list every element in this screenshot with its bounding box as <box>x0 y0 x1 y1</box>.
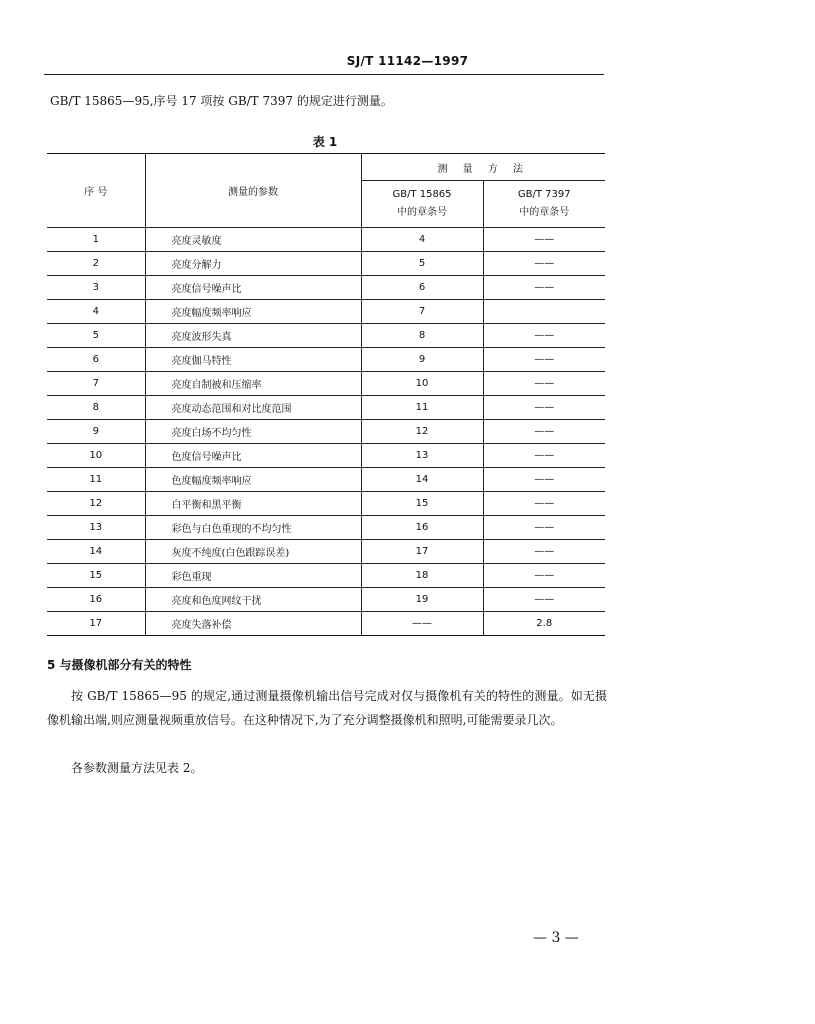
cell-param: 色度幅度频率响应 <box>145 468 361 492</box>
cell-seq: 5 <box>47 324 145 348</box>
cell-std2: —— <box>483 492 605 516</box>
std2-label: GB/T 7397 <box>517 189 571 200</box>
cell-std1: 14 <box>361 468 483 492</box>
cell-seq: 7 <box>47 372 145 396</box>
std2-sub-label: 中的章条号 <box>519 207 570 218</box>
cell-seq: 12 <box>47 492 145 516</box>
cell-param: 亮度自制被和压缩率 <box>145 372 361 396</box>
cell-seq: 17 <box>47 612 145 636</box>
col-header-param: 测量的参数 <box>145 154 361 228</box>
cell-seq: 11 <box>47 468 145 492</box>
cell-std1: 13 <box>361 444 483 468</box>
table-row <box>47 492 605 516</box>
cell-param: 亮度和色度网纹干扰 <box>145 588 361 612</box>
table-row <box>47 516 605 540</box>
col-header-std1 <box>361 181 483 228</box>
table-title: 表 1 <box>312 135 338 149</box>
col-header-method: 测 量 方 法 <box>361 154 605 181</box>
cell-std1: 15 <box>361 492 483 516</box>
table-row <box>47 348 605 372</box>
cell-std2: —— <box>483 276 605 300</box>
cell-std2 <box>483 300 605 324</box>
cell-std2: —— <box>483 564 605 588</box>
section-heading: 5 与摄像机部分有关的特性 <box>47 658 192 672</box>
cell-std2: —— <box>483 420 605 444</box>
cell-seq: 2 <box>47 252 145 276</box>
cell-std1: 11 <box>361 396 483 420</box>
cell-std2: —— <box>483 324 605 348</box>
cell-seq: 8 <box>47 396 145 420</box>
cell-std1: 16 <box>361 516 483 540</box>
page-number: — 3 — <box>533 930 579 946</box>
std1-sub-label: 中的章条号 <box>397 207 447 218</box>
cell-std2: —— <box>483 372 605 396</box>
cell-std1: 9 <box>361 348 483 372</box>
cell-seq: 13 <box>47 516 145 540</box>
cell-std2: —— <box>483 228 605 252</box>
measurement-table <box>47 153 605 636</box>
cell-std2: —— <box>483 468 605 492</box>
cell-param: 亮度白场不均匀性 <box>145 420 361 444</box>
table-row <box>47 396 605 420</box>
cell-std2: —— <box>483 396 605 420</box>
cell-std1: 4 <box>361 228 483 252</box>
cell-std2: —— <box>483 252 605 276</box>
section-paragraph: 按 GB/T 15865—95 的规定,通过测量摄像机输出信号完成对仅与摄像机有关的特性的测量。如无摄像机输出端,则应测量视频重放信号。在这种情况下,为了充分调整摄像机和照明,可能需要录几次。 <box>47 689 607 727</box>
cell-std2: 2.8 <box>483 612 605 636</box>
cell-std2: —— <box>483 348 605 372</box>
cell-param: 亮度动态范围和对比度范围 <box>145 396 361 420</box>
col-header-seq: 序 号 <box>47 154 145 228</box>
header-rule <box>44 74 604 75</box>
table-body <box>47 228 605 636</box>
cell-std1: 17 <box>361 540 483 564</box>
table-row <box>47 564 605 588</box>
cell-param: 彩色重现 <box>145 564 361 588</box>
table-row <box>47 276 605 300</box>
cell-seq: 14 <box>47 540 145 564</box>
cell-param: 亮度失落补偿 <box>145 612 361 636</box>
table-row <box>47 612 605 636</box>
table-row <box>47 468 605 492</box>
cell-std2: —— <box>483 540 605 564</box>
cell-seq: 10 <box>47 444 145 468</box>
cell-param: 亮度伽马特性 <box>145 348 361 372</box>
cell-std1: —— <box>361 612 483 636</box>
cell-std2: —— <box>483 516 605 540</box>
cell-param: 亮度幅度频率响应 <box>145 300 361 324</box>
cell-std1: 18 <box>361 564 483 588</box>
cell-std1: 10 <box>361 372 483 396</box>
cell-param: 白平衡和黑平衡 <box>145 492 361 516</box>
col-header-std2 <box>483 181 605 228</box>
cell-std2: —— <box>483 588 605 612</box>
table-row <box>47 300 605 324</box>
table-row <box>47 372 605 396</box>
cell-param: 亮度信号噪声比 <box>145 276 361 300</box>
table-row <box>47 444 605 468</box>
cell-param: 灰度不纯度(白色跟踪误差) <box>145 540 361 564</box>
cell-std1: 19 <box>361 588 483 612</box>
cell-seq: 4 <box>47 300 145 324</box>
cell-param: 亮度波形失真 <box>145 324 361 348</box>
document-header: SJ/T 11142—1997 <box>346 54 469 68</box>
cell-param: 色度信号噪声比 <box>145 444 361 468</box>
cell-std1: 8 <box>361 324 483 348</box>
cell-seq: 9 <box>47 420 145 444</box>
cell-std1: 7 <box>361 300 483 324</box>
cell-std1: 12 <box>361 420 483 444</box>
cell-std2: —— <box>483 444 605 468</box>
cell-seq: 3 <box>47 276 145 300</box>
cell-seq: 16 <box>47 588 145 612</box>
table-row <box>47 588 605 612</box>
std1-label: GB/T 15865 <box>392 189 452 200</box>
table-row <box>47 324 605 348</box>
table-row <box>47 252 605 276</box>
cell-seq: 6 <box>47 348 145 372</box>
table-row <box>47 228 605 252</box>
table-row <box>47 540 605 564</box>
cell-param: 亮度分解力 <box>145 252 361 276</box>
cell-std1: 5 <box>361 252 483 276</box>
section-paragraph-2: 各参数测量方法见表 2。 <box>71 761 203 775</box>
table-row <box>47 420 605 444</box>
intro-text: GB/T 15865—95,序号 17 项按 GB/T 7397 的规定进行测量。 <box>50 94 393 108</box>
cell-seq: 15 <box>47 564 145 588</box>
cell-param: 彩色与白色重现的不均匀性 <box>145 516 361 540</box>
cell-seq: 1 <box>47 228 145 252</box>
cell-std1: 6 <box>361 276 483 300</box>
cell-param: 亮度灵敏度 <box>145 228 361 252</box>
